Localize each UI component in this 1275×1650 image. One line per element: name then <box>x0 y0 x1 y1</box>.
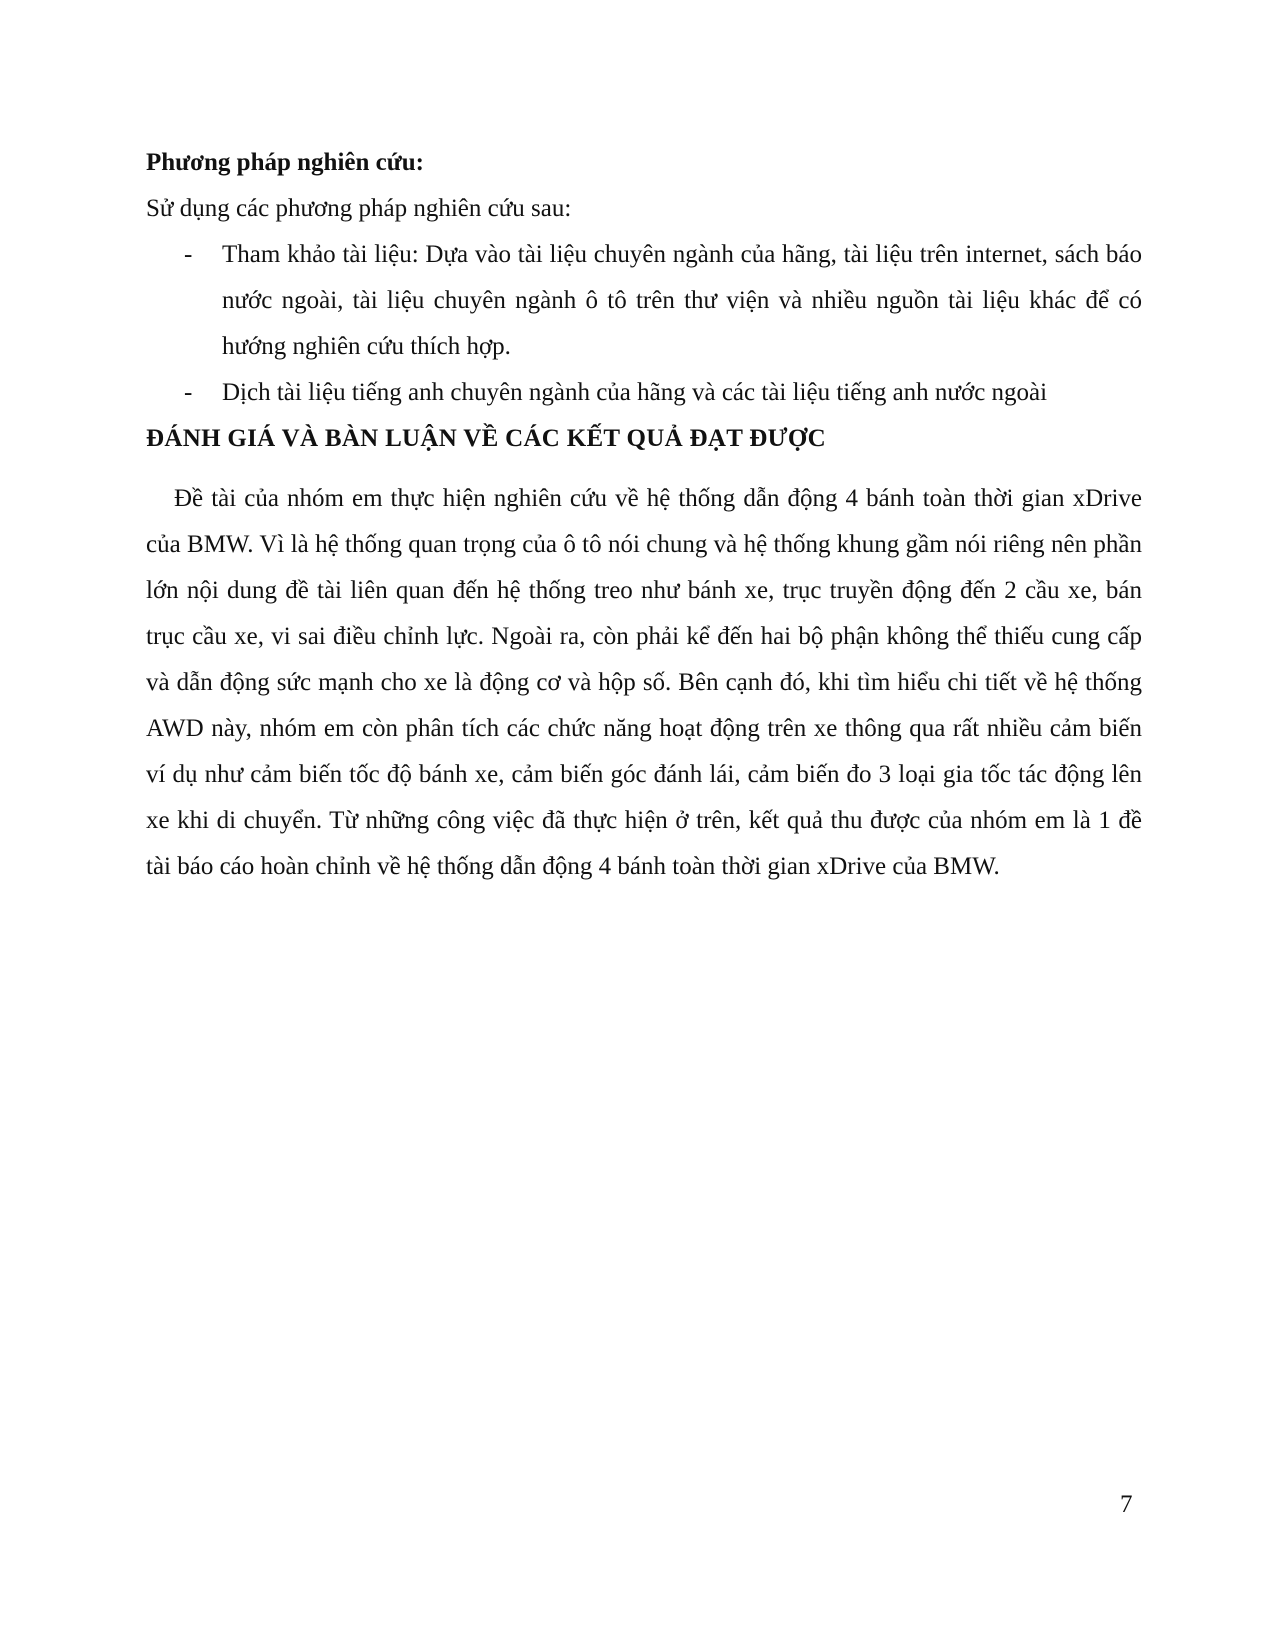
methods-list <box>146 232 1142 416</box>
list-item <box>146 370 1142 416</box>
page-content <box>146 140 1142 890</box>
list-item <box>146 232 1142 370</box>
methods-intro: Sử dụng các phương pháp nghiên cứu sau: <box>146 195 572 222</box>
bullet-text: Dịch tài liệu tiếng anh chuyên ngành của hãng và các tài liệu tiếng anh nước ngoài <box>222 379 1048 406</box>
evaluation-heading: ĐÁNH GIÁ VÀ BÀN LUẬN VỀ CÁC KẾT QUẢ ĐẠT ĐƯỢC <box>146 425 826 452</box>
page-number: 7 <box>1120 1491 1133 1518</box>
methods-heading: Phương pháp nghiên cứu: <box>146 149 424 176</box>
bullet-marker: - <box>184 379 193 406</box>
bullet-marker: - <box>184 241 193 268</box>
bullet-text: Tham khảo tài liệu: Dựa vào tài liệu chuyên ngành của hãng, tài liệu trên internet, sách báo nước ngoài, tài liệu chuyên ngành ô tô trên thư viện và nhiều nguồn tài liệu khác để có hướng nghiên cứu thích hợp. <box>222 241 1142 360</box>
evaluation-paragraph: Đề tài của nhóm em thực hiện nghiên cứu về hệ thống dẫn động 4 bánh toàn thời gian xDrive của BMW. Vì là hệ thống quan trọng của ô tô nói chung và hệ thống khung gầm nói riêng nên phần lớn nội dung đề tài liên quan đến hệ thống treo như bánh xe, trục truyền động đến 2 cầu xe, bán trục cầu xe, vi sai điều chỉnh lực. Ngoài ra, còn phải kể đến hai bộ phận không thể thiếu cung cấp và dẫn động sức mạnh cho xe là động cơ và hộp số. Bên cạnh đó, khi tìm hiểu chi tiết về hệ thống AWD này, nhóm em còn phân tích các chức năng hoạt động trên xe thông qua rất nhiều cảm biến ví dụ như cảm biến tốc độ bánh xe, cảm biến góc đánh lái, cảm biến đo 3 loại gia tốc tác động lên xe khi di chuyển. Từ những công việc đã thực hiện ở trên, kết quả thu được của nhóm em là 1 đề tài báo cáo hoàn chỉnh về hệ thống dẫn động 4 bánh toàn thời gian xDrive của BMW. <box>146 485 1142 880</box>
